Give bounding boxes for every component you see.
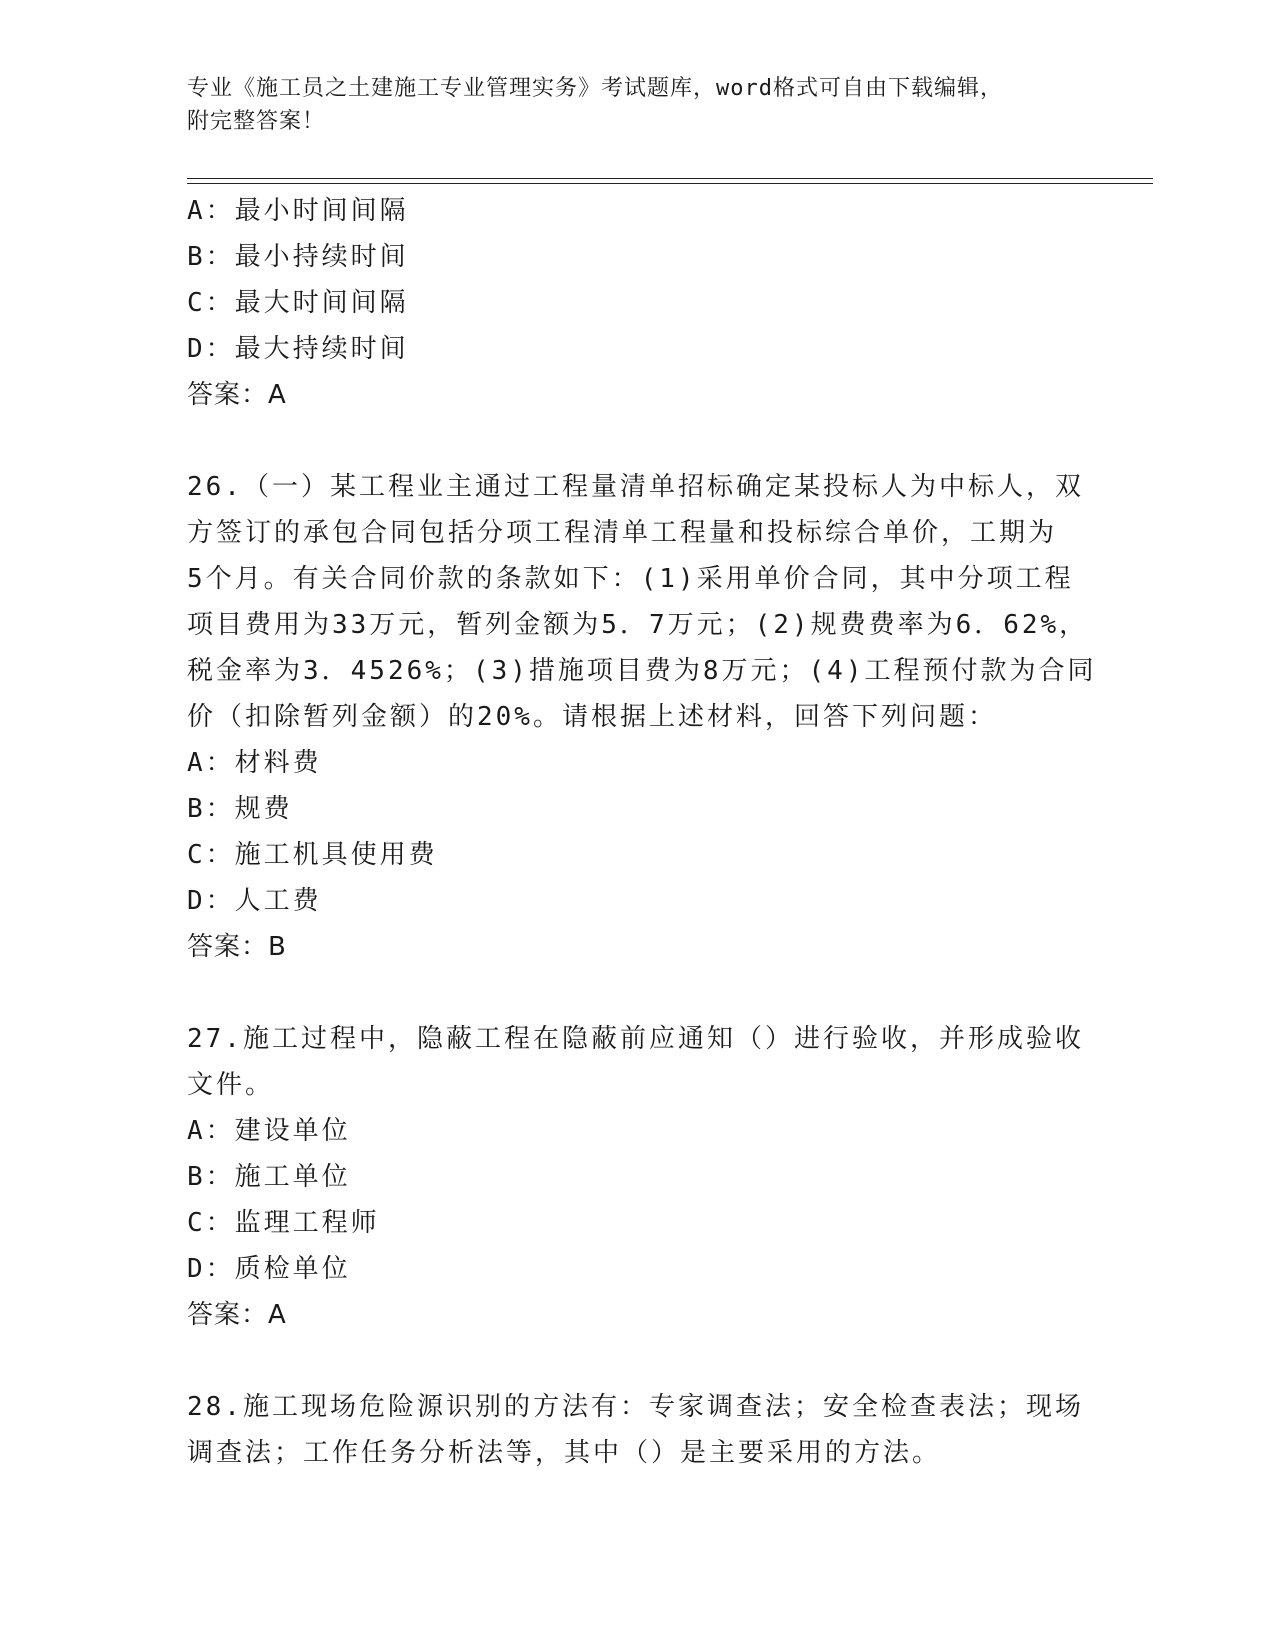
option-b: B：最小持续时间 — [187, 242, 409, 272]
answer: 答案：A — [187, 1300, 287, 1330]
question-stem-line: 27.施工过程中，隐蔽工程在隐蔽前应通知（）进行验收，并形成验收 — [187, 1024, 1084, 1054]
question-28 — [187, 1384, 1087, 1476]
option-b: B：施工单位 — [187, 1162, 351, 1192]
option-a: A：建设单位 — [187, 1116, 351, 1146]
question-stem-line: 26.（一）某工程业主通过工程量清单招标确定某投标人为中标人，双 — [187, 472, 1084, 502]
header-line-1: 专业《施工员之土建施工专业管理实务》考试题库，word格式可自由下载编辑， — [187, 76, 1003, 101]
option-a: A：最小时间间隔 — [187, 196, 409, 226]
option-c: C：施工机具使用费 — [187, 840, 438, 870]
option-a: A：材料费 — [187, 748, 322, 778]
question-stem-line: 价（扣除暂列金额）的20%。请根据上述材料，回答下列问题： — [187, 702, 997, 732]
option-d: D：质检单位 — [187, 1254, 351, 1284]
question-26 — [187, 464, 1097, 970]
question-stem-line: 28.施工现场危险源识别的方法有：专家调查法；安全检查表法；现场 — [187, 1392, 1084, 1422]
header-divider-top — [187, 178, 1153, 179]
header-divider-bottom — [187, 183, 1153, 184]
option-d: D：最大持续时间 — [187, 334, 409, 364]
document-header — [187, 72, 1087, 138]
question-stem-line: 税金率为3．4526%；(3)措施项目费为8万元；(4)工程预付款为合同 — [187, 656, 1097, 686]
answer: 答案：A — [187, 380, 287, 410]
question-stem-line: 方签订的承包合同包括分项工程清单工程量和投标综合单价，工期为 — [187, 518, 1058, 548]
header-line-2: 附完整答案！ — [187, 109, 326, 134]
question-25 — [187, 188, 1087, 418]
question-27 — [187, 1016, 1087, 1338]
option-c: C：最大时间间隔 — [187, 288, 409, 318]
question-list — [187, 188, 1097, 1476]
question-stem-line: 调查法；工作任务分析法等，其中（）是主要采用的方法。 — [187, 1438, 942, 1468]
option-b: B：规费 — [187, 794, 293, 824]
question-stem-line: 项目费用为33万元，暂列金额为5．7万元；(2)规费费率为6．62%， — [187, 610, 1089, 640]
answer: 答案：B — [187, 932, 287, 962]
option-d: D：人工费 — [187, 886, 322, 916]
question-stem-line: 5个月。有关合同价款的条款如下：(1)采用单价合同，其中分项工程 — [187, 564, 1074, 594]
option-c: C：监理工程师 — [187, 1208, 380, 1238]
question-stem-line: 文件。 — [187, 1070, 275, 1100]
